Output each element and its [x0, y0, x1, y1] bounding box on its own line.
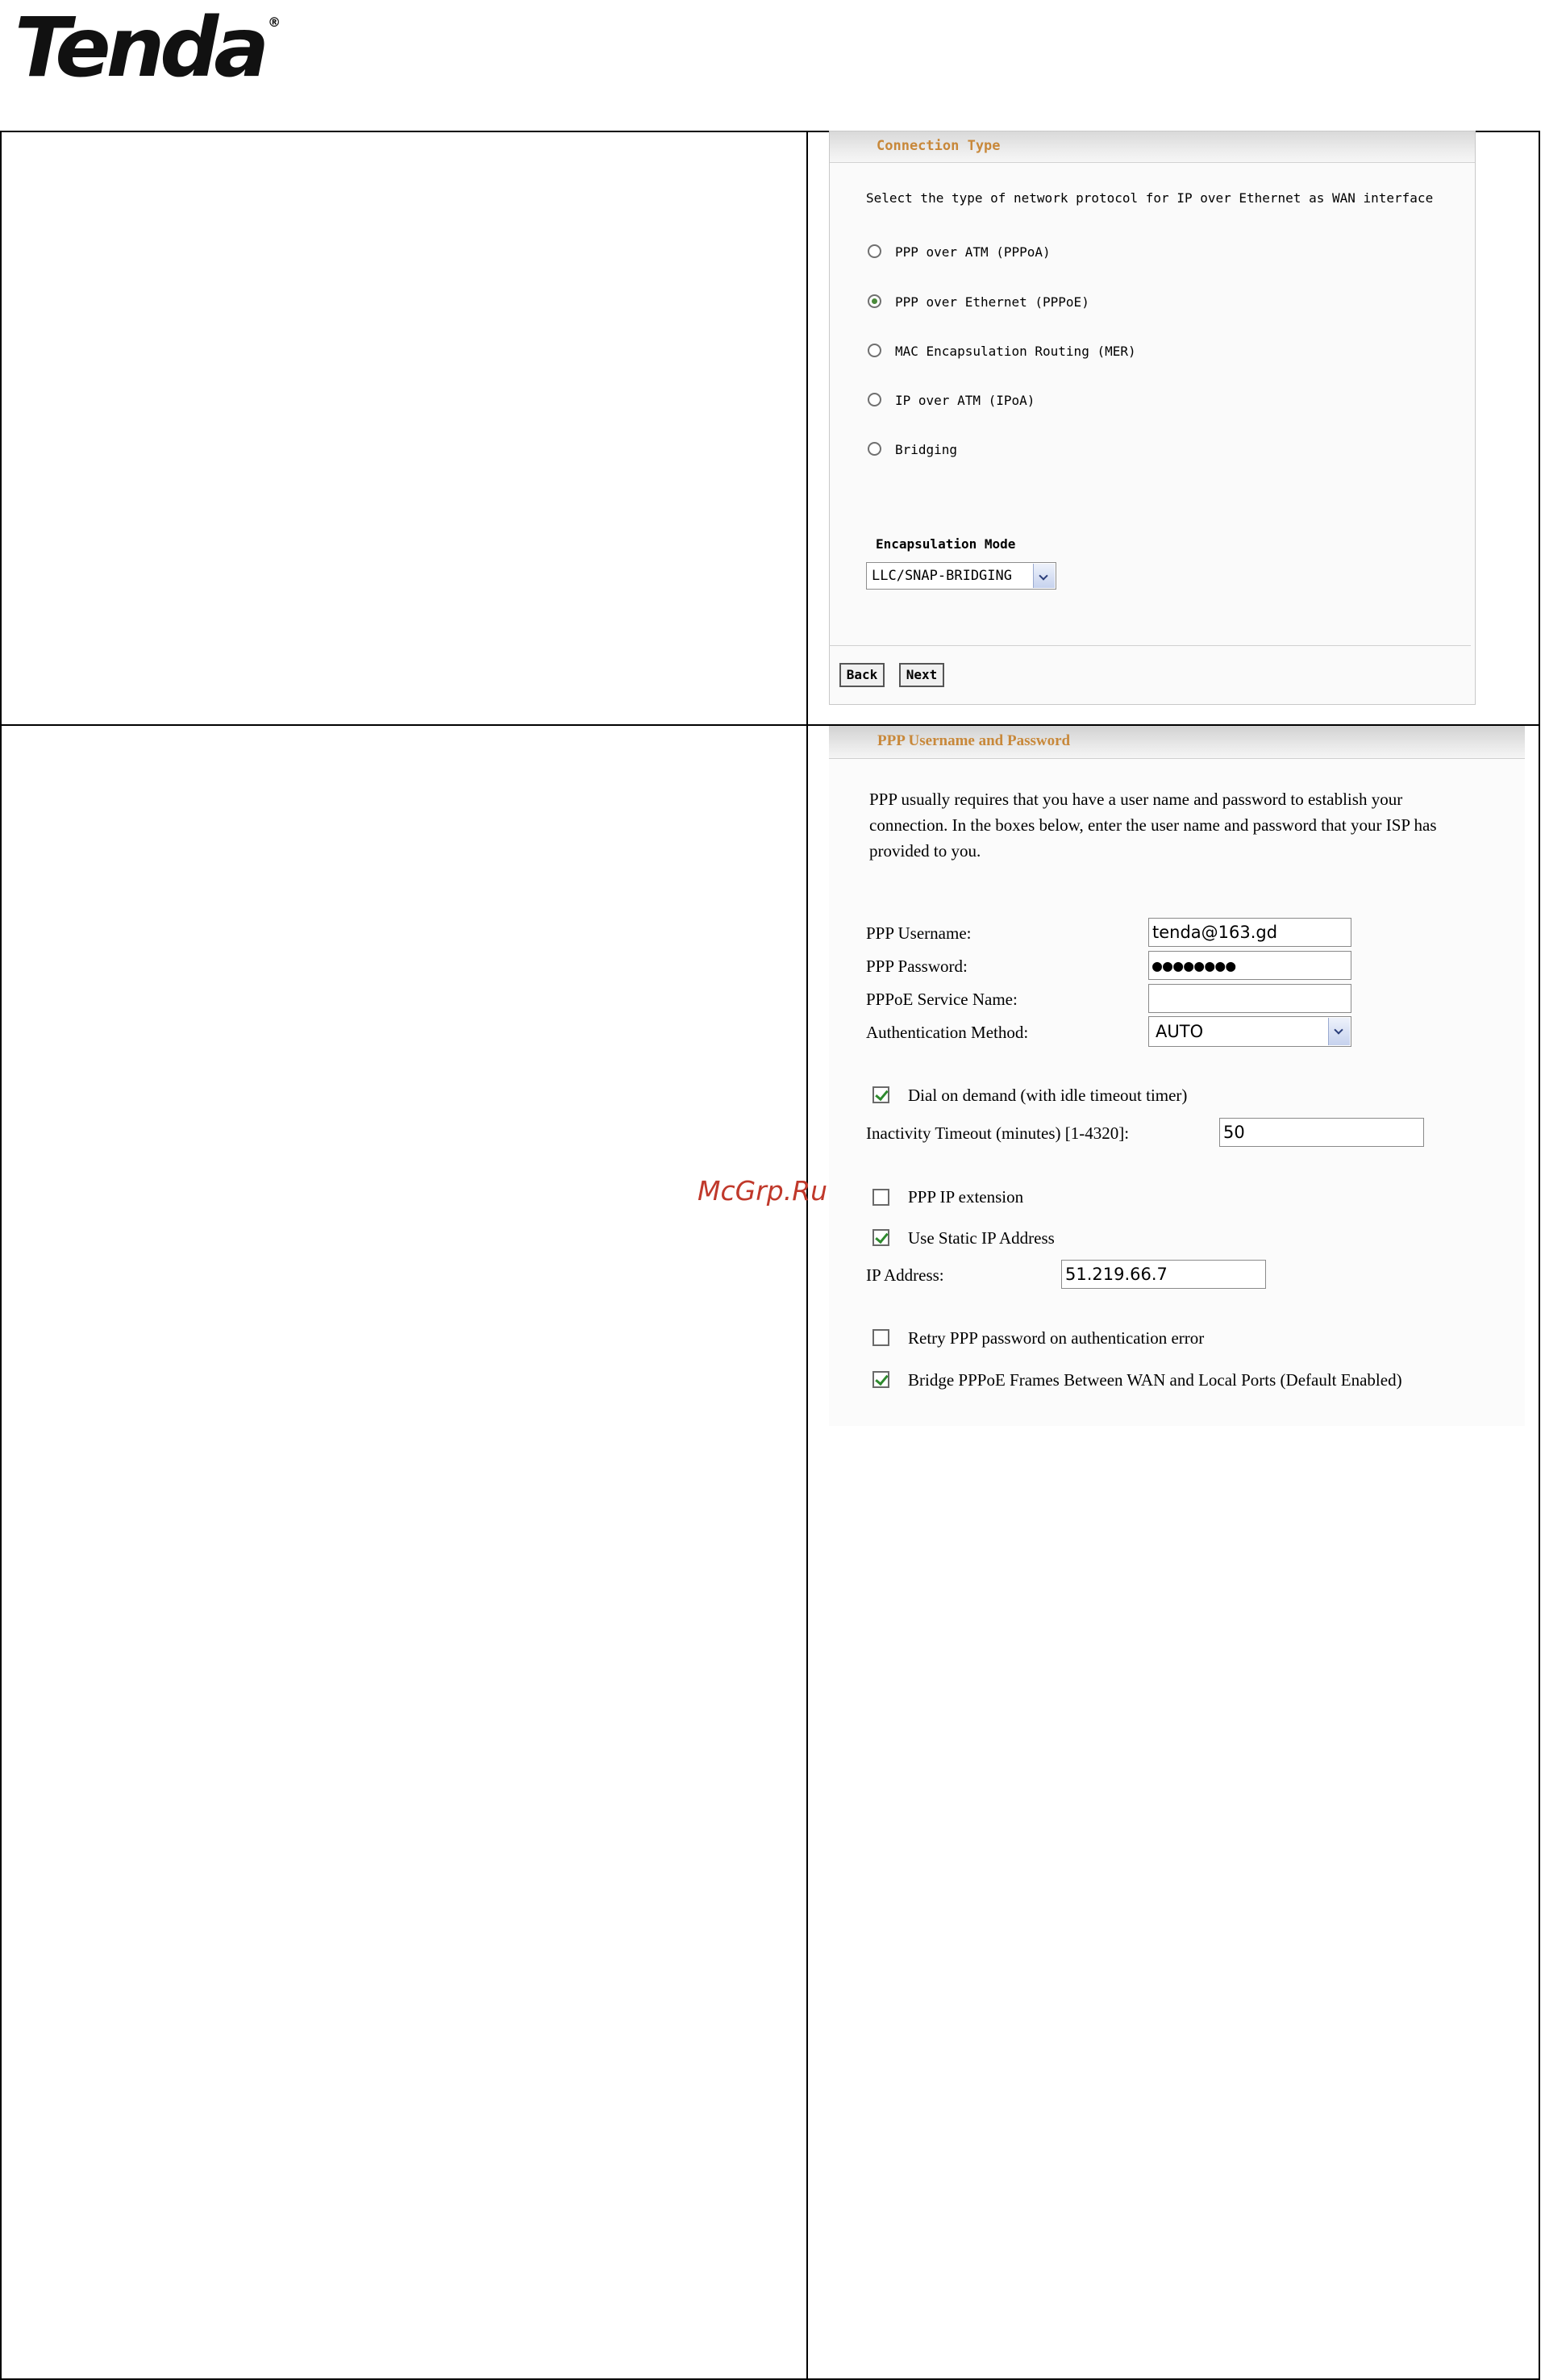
static-ip-label: Use Static IP Address [908, 1228, 1055, 1248]
encapsulation-select[interactable] [866, 562, 1056, 590]
inactivity-timeout-label: Inactivity Timeout (minutes) [1-4320]: [866, 1123, 1130, 1143]
tenda-logo [15, 0, 281, 96]
ip-address-label: IP Address: [866, 1265, 944, 1285]
ppp-intro-line-1: PPP usually requires that you have a user name and password to establish your [869, 790, 1403, 809]
logo-text: Tenda [15, 0, 265, 96]
radio-ipoa[interactable] [868, 393, 881, 406]
ppp-ip-extension-label: PPP IP extension [908, 1187, 1024, 1207]
auth-method-label: Authentication Method: [866, 1023, 1029, 1042]
radio-pppoa[interactable] [868, 244, 881, 258]
panel-divider [829, 645, 1471, 646]
ppp-password-input[interactable]: ●●●●●●●● [1148, 951, 1351, 980]
static-ip-checkbox[interactable] [872, 1229, 889, 1246]
auth-method-value: AUTO [1156, 1022, 1204, 1041]
ppp-username-label: PPP Username: [866, 923, 972, 943]
panel-header [829, 726, 1525, 759]
bridge-pppoe-label: Bridge PPPoE Frames Between WAN and Local Ports (Default Enabled) [908, 1370, 1402, 1390]
option-pppoa-label: PPP over ATM (PPPoA) [895, 244, 1051, 260]
chevron-down-icon[interactable] [1033, 564, 1055, 588]
encapsulation-value: LLC/SNAP-BRIDGING [872, 568, 1012, 584]
pppoe-service-input[interactable] [1148, 984, 1351, 1013]
watermark-text: McGrp.Ru [698, 1175, 828, 1207]
encapsulation-label: Encapsulation Mode [876, 536, 1016, 552]
auth-method-select[interactable] [1148, 1016, 1351, 1047]
ppp-ip-extension-checkbox[interactable] [872, 1189, 889, 1206]
retry-password-label: Retry PPP password on authentication error [908, 1328, 1205, 1348]
table-column-divider [806, 131, 808, 2380]
radio-bridging[interactable] [868, 442, 881, 456]
panel-title: PPP Username and Password [877, 732, 1071, 749]
panel-header [830, 131, 1475, 163]
radio-mer[interactable] [868, 344, 881, 357]
option-bridging-label: Bridging [895, 442, 958, 457]
option-mer-label: MAC Encapsulation Routing (MER) [895, 344, 1136, 359]
ppp-intro-line-2: connection. In the boxes below, enter the user name and password that your ISP has [869, 815, 1437, 835]
connection-type-panel [829, 131, 1476, 705]
option-pppoe-label: PPP over Ethernet (PPPoE) [895, 294, 1089, 310]
chevron-down-icon[interactable] [1328, 1018, 1350, 1045]
bridge-pppoe-checkbox[interactable] [872, 1371, 889, 1388]
dial-on-demand-label: Dial on demand (with idle timeout timer) [908, 1086, 1188, 1105]
option-ipoa-label: IP over ATM (IPoA) [895, 393, 1035, 408]
ip-address-input[interactable]: 51.219.66.7 [1061, 1260, 1266, 1289]
panel-title: Connection Type [877, 138, 1001, 154]
registered-mark: ® [268, 15, 281, 30]
dial-on-demand-checkbox[interactable] [872, 1086, 889, 1103]
pppoe-service-label: PPPoE Service Name: [866, 990, 1018, 1009]
ppp-password-label: PPP Password: [866, 957, 968, 976]
ppp-intro-line-3: provided to you. [869, 841, 981, 861]
next-button[interactable]: Next [899, 663, 944, 687]
radio-pppoe[interactable] [868, 294, 881, 308]
retry-password-checkbox[interactable] [872, 1329, 889, 1346]
ppp-username-input[interactable]: tenda@163.gd [1148, 918, 1351, 947]
back-button[interactable]: Back [839, 663, 885, 687]
inactivity-timeout-input[interactable]: 50 [1219, 1118, 1424, 1147]
protocol-instruction: Select the type of network protocol for IP over Ethernet as WAN interface [866, 190, 1434, 206]
